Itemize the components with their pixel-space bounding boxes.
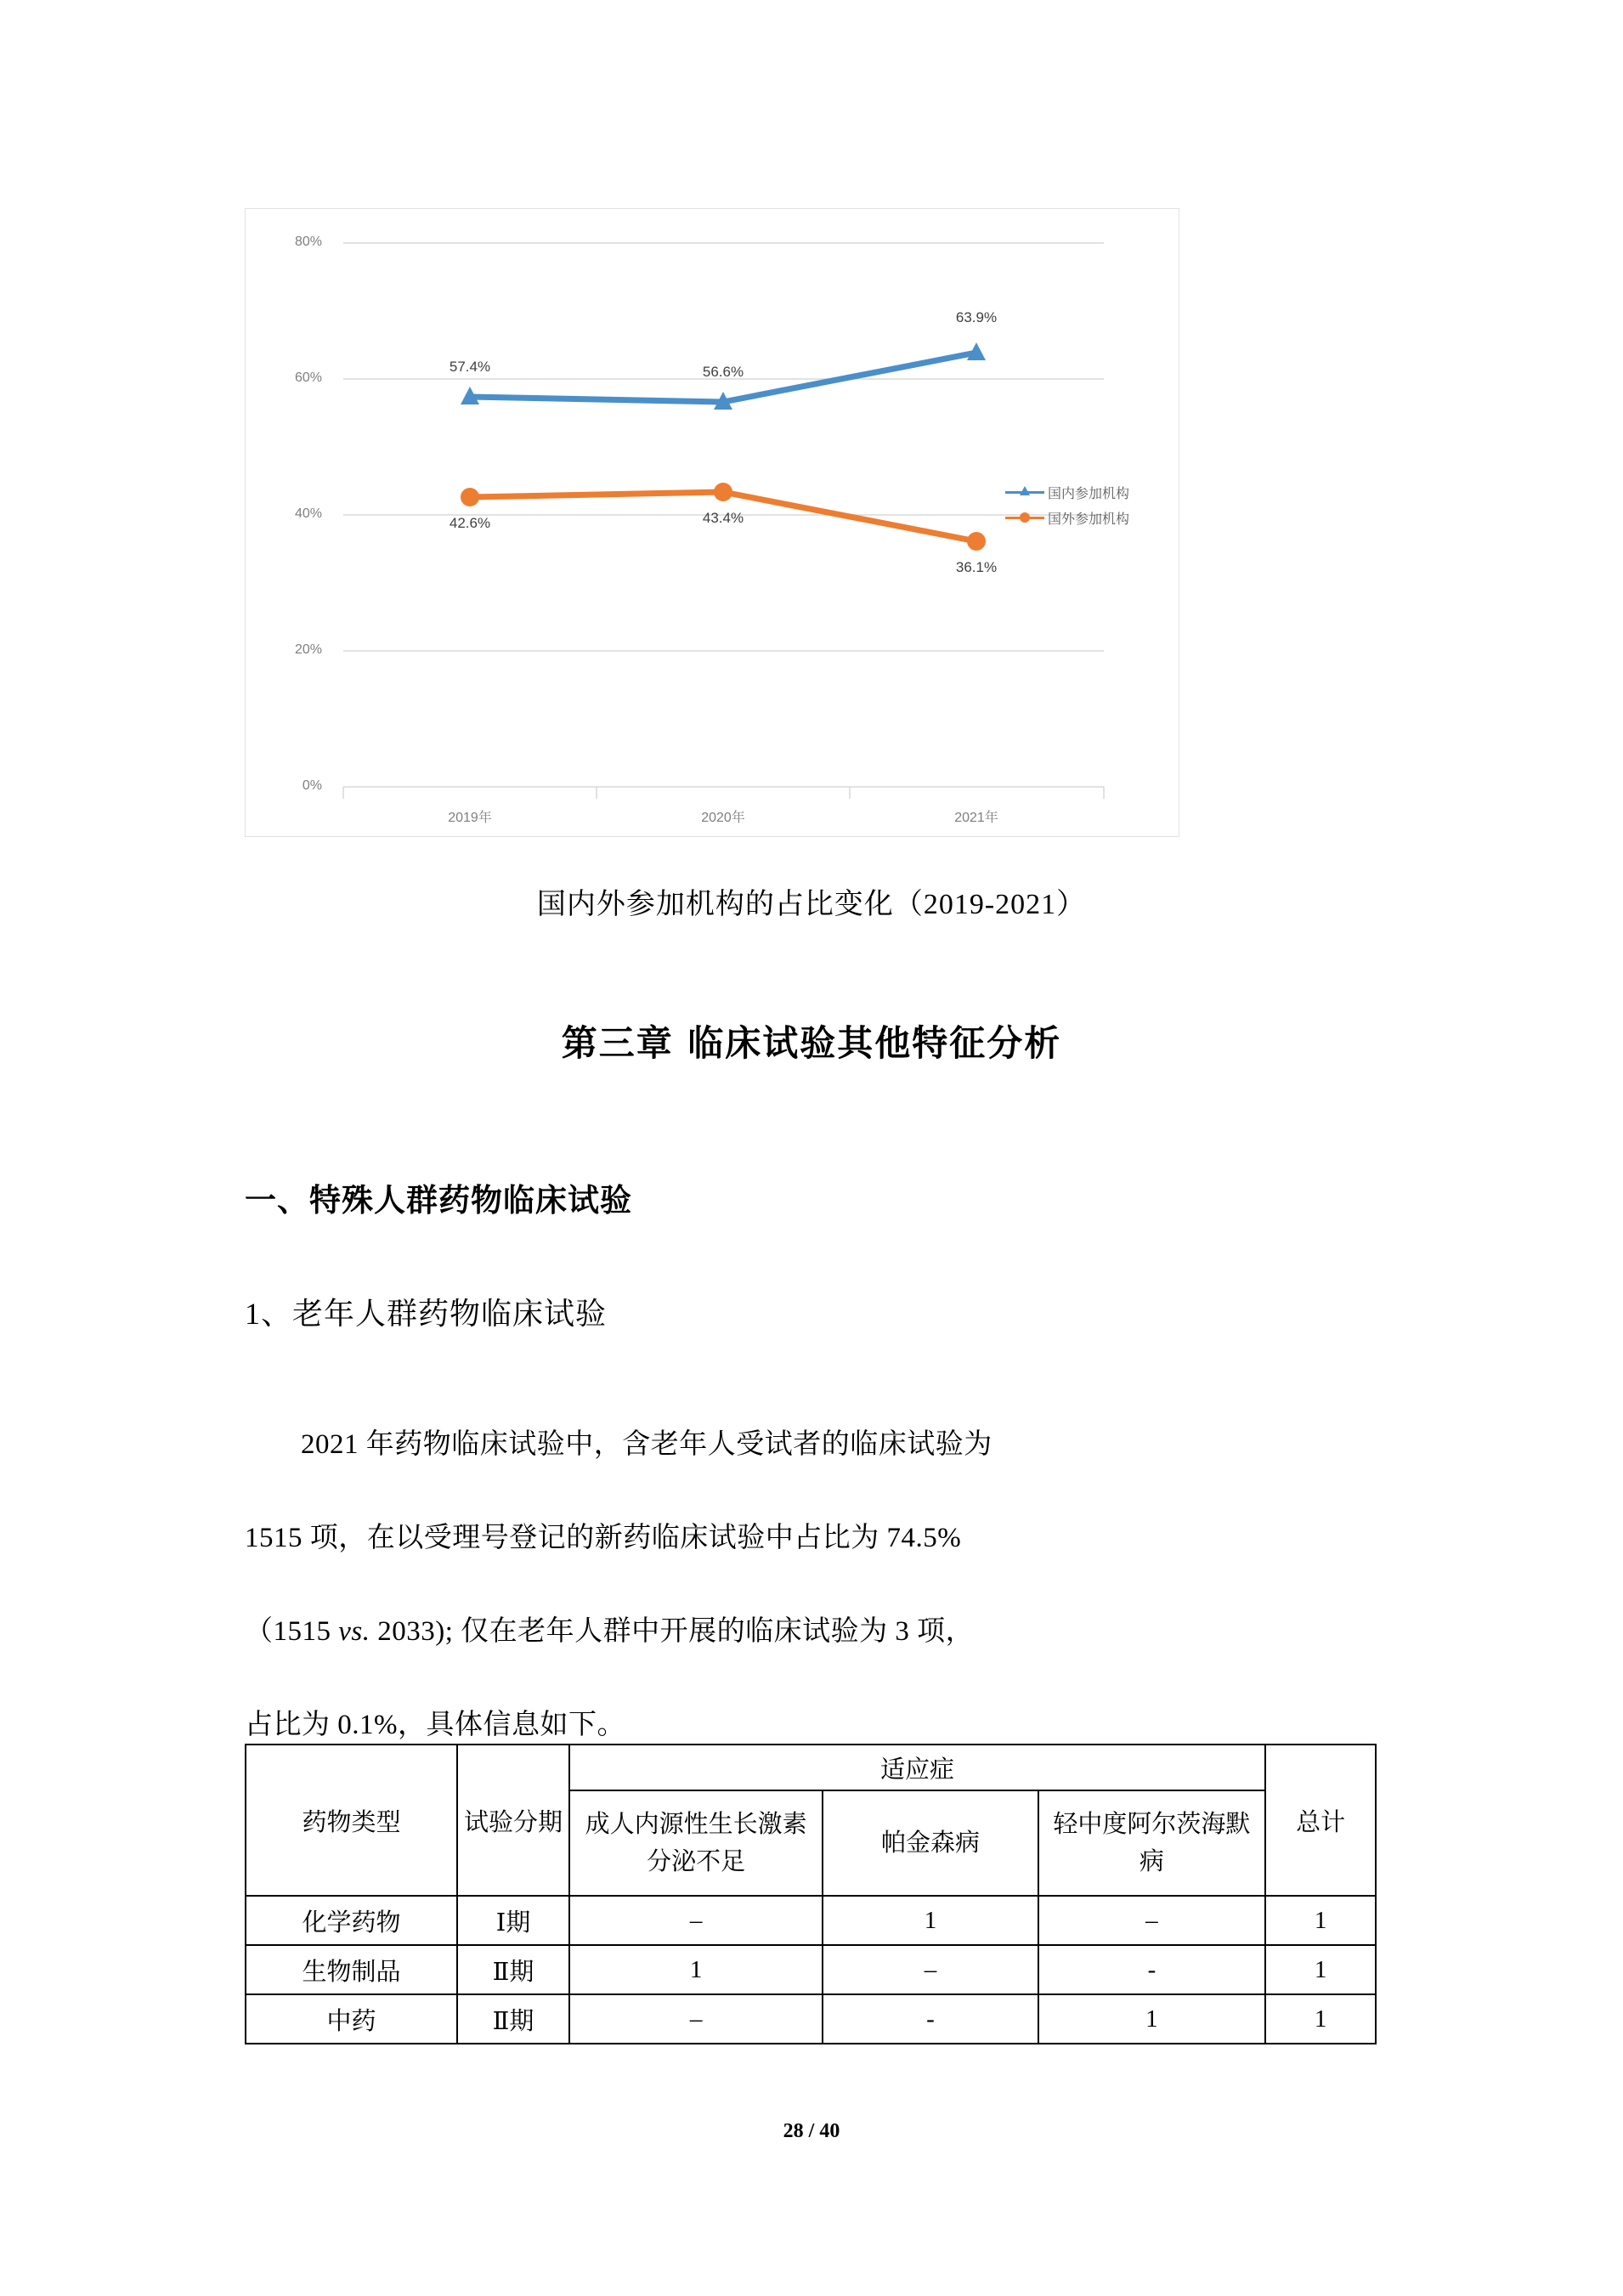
- legend-label-domestic: 国内参加机构: [1048, 486, 1130, 501]
- cell-ind3: 1: [1038, 1994, 1266, 2044]
- paragraph-line-3-part-c: 2033); 仅在老年人群中开展的临床试验为 3 项，: [370, 1616, 975, 1647]
- circle-marker-icon: [1020, 512, 1030, 523]
- cell-drug-type: 生物制品: [246, 1945, 457, 1994]
- cell-ind1: –: [569, 1994, 823, 2044]
- cell-phase: Ⅱ期: [457, 1945, 569, 1994]
- table-row: [246, 1896, 1376, 1945]
- y-tick-label-80: 80%: [294, 235, 322, 249]
- x-tick-label-2021: 2021年: [954, 811, 998, 825]
- legend-label-overseas: 国外参加机构: [1048, 512, 1130, 527]
- subsection-heading: 1、老年人群药物临床试验: [245, 1297, 608, 1331]
- header-drug-type: 药物类型: [246, 1745, 457, 1896]
- page-number-footer: 28 / 40: [783, 2120, 840, 2142]
- data-label-overseas-2019: 42.6%: [449, 515, 491, 531]
- data-label-overseas-2020: 43.4%: [702, 510, 744, 526]
- header-indication: 适应症: [569, 1745, 1265, 1790]
- cell-ind1: 1: [569, 1945, 823, 1994]
- table-head: [246, 1745, 1376, 1896]
- table-row: [246, 1945, 1376, 1994]
- legend-key-overseas: [1005, 510, 1044, 525]
- paragraph-line-1: 2021 年药物临床试验中，含老年人受试者的临床试验为: [301, 1429, 992, 1460]
- cell-phase: Ⅰ期: [457, 1896, 569, 1945]
- figure-caption: 国内外参加机构的占比变化（2019-2021）: [536, 889, 1087, 920]
- x-tick-label-2020: 2020年: [701, 811, 745, 825]
- y-tick-label-40: 40%: [294, 506, 322, 521]
- cell-total: 1: [1265, 1896, 1376, 1945]
- chart-plot-area: [246, 209, 1179, 836]
- cell-phase: Ⅱ期: [457, 1994, 569, 2044]
- chart-legend: [1005, 479, 1167, 530]
- cell-ind3: –: [1038, 1896, 1266, 1945]
- header-trial-phase: 试验分期: [457, 1745, 569, 1896]
- cell-ind2: -: [823, 1994, 1038, 2044]
- header-indication-alzheimer: 轻中度阿尔茨海默病: [1038, 1790, 1266, 1896]
- y-tick-label-60: 60%: [294, 370, 322, 385]
- body-paragraph: [245, 1398, 1380, 1772]
- triangle-marker-icon: [1020, 486, 1030, 495]
- paragraph-line-3: [245, 1585, 1380, 1678]
- elderly-trials-table: [245, 1744, 1377, 2044]
- cell-drug-type: 中药: [246, 1994, 457, 2044]
- header-total: 总计: [1265, 1745, 1376, 1896]
- data-label-domestic-2019: 57.4%: [449, 359, 491, 375]
- chapter-heading: 第三章 临床试验其他特征分析: [561, 1022, 1062, 1064]
- table-header-row-1: [246, 1745, 1376, 1790]
- paragraph-line-4: 占比为 0.1%，具体信息如下。: [245, 1710, 625, 1740]
- paragraph-line-3-part-a: （1515: [245, 1616, 339, 1647]
- cell-total: 1: [1265, 1994, 1376, 2044]
- cell-total: 1: [1265, 1945, 1376, 1994]
- paragraph-line-3-vs: vs.: [338, 1616, 370, 1647]
- cell-ind2: –: [823, 1945, 1038, 1994]
- legend-item-overseas: [1005, 505, 1167, 530]
- table-row: [246, 1994, 1376, 2044]
- cell-ind1: –: [569, 1896, 823, 1945]
- data-label-domestic-2021: 63.9%: [955, 309, 998, 325]
- section-heading: 一、特殊人群药物临床试验: [245, 1182, 632, 1219]
- data-label-overseas-2021: 36.1%: [955, 559, 998, 575]
- x-tick-label-2019: 2019年: [448, 811, 492, 825]
- paragraph-line-2: 1515 项，在以受理号登记的新药临床试验中占比为 74.5%: [245, 1523, 962, 1553]
- y-tick-label-20: 20%: [294, 642, 322, 657]
- cell-drug-type: 化学药物: [246, 1896, 457, 1945]
- line-chart: [245, 208, 1179, 837]
- cell-ind2: 1: [823, 1896, 1038, 1945]
- chart-axis-ticks: [343, 787, 1104, 799]
- y-tick-label-0: 0%: [302, 778, 322, 793]
- table-body: [246, 1896, 1376, 2044]
- data-label-domestic-2020: 56.6%: [702, 364, 744, 380]
- header-indication-parkinson: 帕金森病: [823, 1790, 1038, 1896]
- legend-key-domestic: [1005, 484, 1044, 500]
- cell-ind3: -: [1038, 1945, 1266, 1994]
- header-indication-growth-hormone: 成人内源性生长激素分泌不足: [569, 1790, 823, 1896]
- legend-item-domestic: [1005, 479, 1167, 505]
